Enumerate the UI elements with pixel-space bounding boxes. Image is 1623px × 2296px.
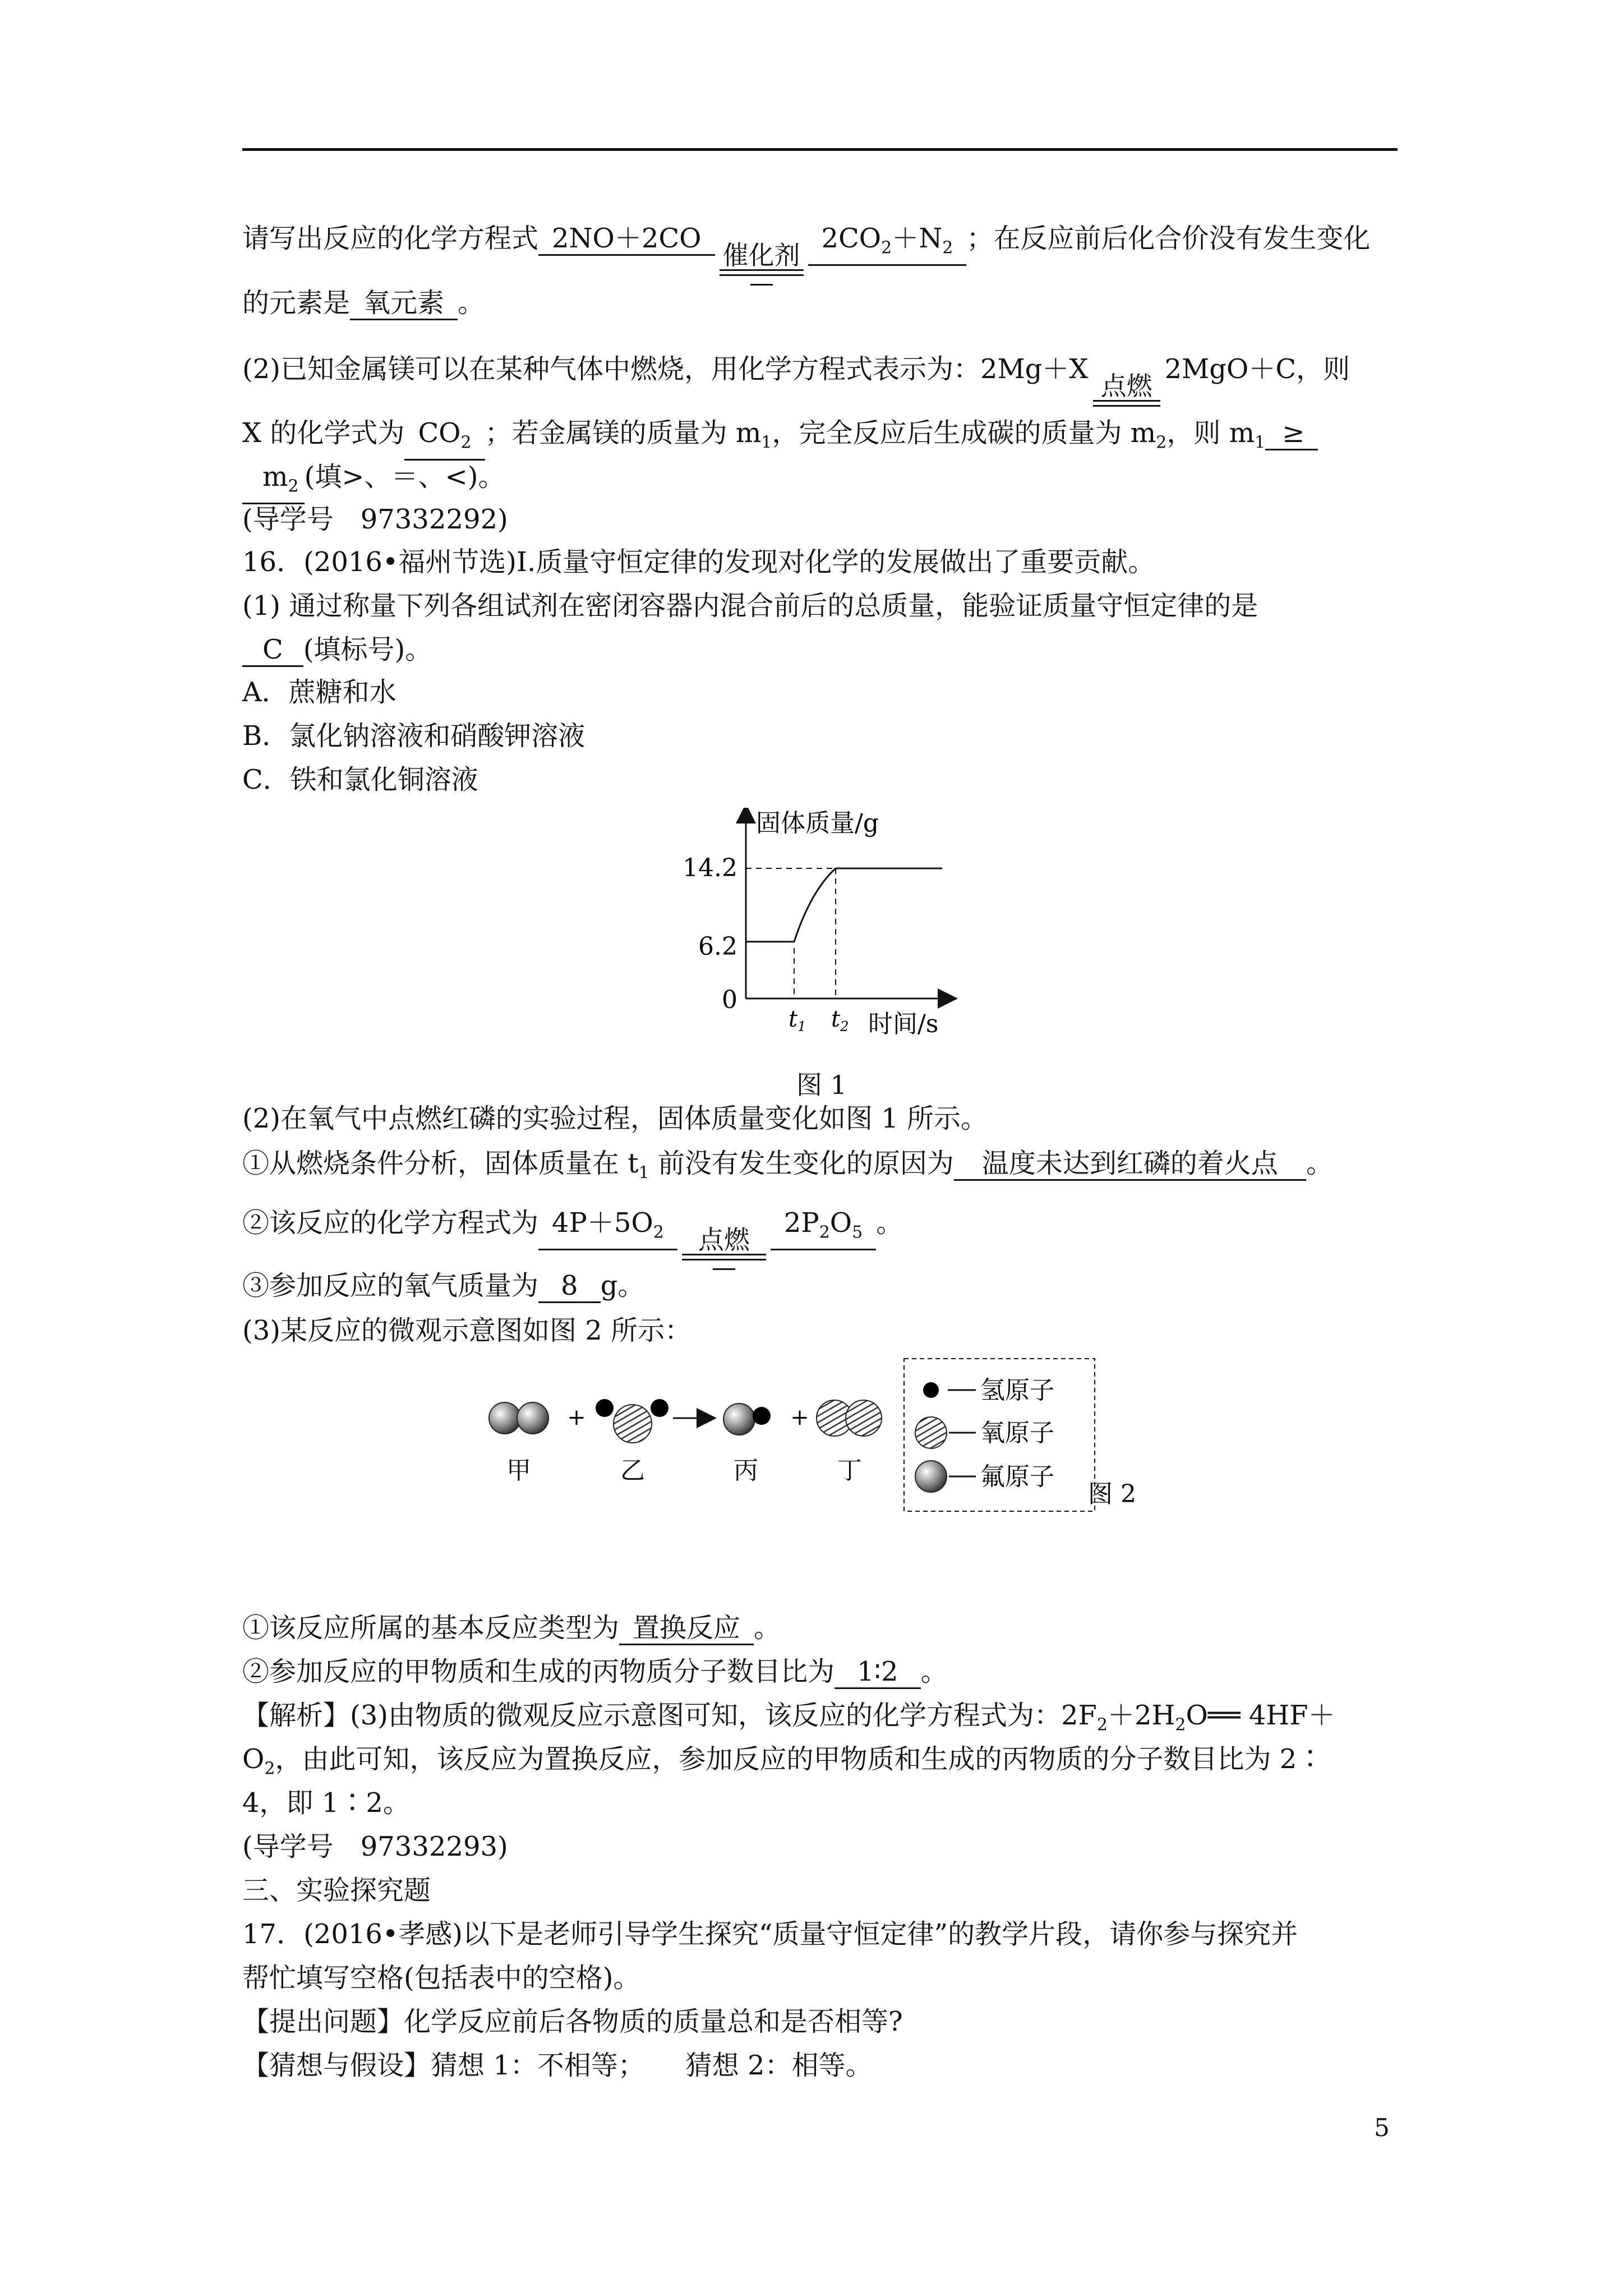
q16-part3: (3)某反应的微观示意图如图 2 所示： (242, 1315, 692, 1346)
ignite-equals-sign: 点燃 (1093, 372, 1160, 407)
figure-2-diagram (482, 1356, 1155, 1513)
xtick-t2: $t_2$ (831, 1006, 849, 1034)
legend-f-label: 氟原子 (980, 1462, 1054, 1491)
section-3-title: 三、实验探究题 (242, 1875, 431, 1906)
ytick-6-2: 6.2 (698, 932, 737, 961)
q17-line-1: 17．(2016•孝感)以下是老师引导学生探究“质量守恒定律”的教学片段，请你参与探究并 (242, 1918, 1298, 1950)
q16-part3-ratio: ②参加反应的甲物质和生成的丙物质分子数目比为 1∶2 。 (242, 1655, 948, 1689)
xtick-t1: $t_1$ (789, 1006, 806, 1034)
q15-mg-line: (2)已知金属镁可以在某种气体中燃烧，用化学方程式表示为：2Mg＋X 点燃 2MgO＋C，则 (242, 352, 1350, 407)
mass-line (746, 868, 942, 942)
q16-part2-reason: ①从燃烧条件分析，固体质量在 $t_1$ 前没有发生变化的原因为 温度未达到红磷的着火点 。 (242, 1148, 1333, 1183)
bing-h-atom (753, 1407, 771, 1425)
x-axis-label: 时间/s (868, 1010, 939, 1038)
catalyst-equals-sign: 催化剂 (720, 241, 804, 286)
q15-formula-line: X 的化学式为 $CO_2$ ；若金属镁的质量为 $m_1$，完全反应后生成碳的质量为 $m_2$，则 $m_1$ ≥ (242, 416, 1318, 461)
bing-f-atom (723, 1404, 755, 1435)
q16-part3-type: ①该反应所属的基本反应类型为 置换反应 。 (242, 1611, 781, 1645)
legend-h-label: 氢原子 (980, 1376, 1054, 1405)
q15-equation-line: 请写出反应的化学方程式 2NO＋2CO 催化剂 $2CO_2+N_2$ ；在反应前后化合价没有发生变化 (242, 222, 1370, 286)
ignite-equals-sign-2: 点燃 (682, 1226, 766, 1270)
jia-f-atom-2 (517, 1402, 548, 1434)
legend-o-label: 氧原子 (980, 1419, 1054, 1447)
yi-o-atom (614, 1405, 652, 1443)
figure-1-chart (662, 808, 976, 1055)
q16-part2: (2)在氧气中点燃红磷的实验过程，固体质量变化如图 1 所示。 (242, 1103, 988, 1134)
q15-fill-line: $m_2$ (填>、＝、<)。 (242, 460, 505, 504)
label-bing: 丙 (734, 1456, 758, 1485)
q17-hypothesis: 【猜想与假设】猜想 1：不相等； 猜想 2：相等。 (242, 2050, 873, 2081)
q16-part2-equation: ②该反应的化学方程式为 $4P+5O_2$ 点燃 $2P_2O_5$ 。 (242, 1206, 903, 1270)
figure-2-caption: 图 2 (1088, 1480, 1136, 1508)
analysis-line-2: $O_2$，由此可知，该反应为置换反应，参加反应的甲物质和生成的丙物质的分子数目比为 2∶ (242, 1743, 1324, 1779)
q16-part2-oxygen: ③参加反应的氧气质量为 8 g。 (242, 1269, 644, 1303)
header-rule (242, 148, 1398, 151)
q17-line-2: 帮忙填写空格(包括表中的空格)。 (242, 1962, 640, 1994)
option-a: A．蔗糖和水 (242, 677, 396, 708)
label-ding: 丁 (837, 1456, 862, 1485)
ding-o-atom-2 (846, 1400, 882, 1436)
ytick-0: 0 (722, 986, 737, 1014)
q16-part1-answer: C (填标号)。 (242, 633, 432, 667)
y-axis-label: 固体质量/g (756, 809, 879, 838)
q15-element-line: 的元素是 氧元素 。 (242, 286, 485, 320)
analysis-line-3: 4，即 1∶2。 (242, 1787, 410, 1819)
plus-2: + (790, 1405, 809, 1430)
q16-part1: (1) 通过称量下列各组试剂在密闭容器内混合前后的总质量，能验证质量守恒定律的是 (242, 590, 1258, 622)
jia-f-atom-1 (489, 1402, 520, 1434)
option-b: B．氯化钠溶液和硝酸钾溶液 (242, 720, 585, 752)
analysis-line-1: 【解析】(3)由物质的微观反应示意图可知，该反应的化学方程式为：$2F_2+2H_2O══$ 4HF＋ (242, 1700, 1335, 1735)
option-c: C．铁和氯化铜溶液 (242, 764, 478, 795)
figure-1-caption: 图 1 (796, 1070, 847, 1100)
yi-h-atom-1 (596, 1399, 614, 1417)
guide-number-2: (导学号 97332293) (242, 1831, 508, 1862)
yi-h-atom-2 (651, 1399, 668, 1417)
legend-o-icon (915, 1417, 947, 1448)
plus-1: + (567, 1405, 586, 1430)
legend-h-icon (923, 1382, 939, 1398)
label-jia: 甲 (506, 1456, 531, 1485)
guide-number-1: (导学号 97332292) (242, 504, 508, 535)
legend-f-icon (915, 1461, 947, 1492)
ytick-14-2: 14.2 (683, 854, 737, 882)
q16-title: 16．(2016•福州节选)Ⅰ.质量守恒定律的发现对化学的发展做出了重要贡献。 (242, 546, 1155, 578)
q17-question: 【提出问题】化学反应前后各物质的质量总和是否相等? (242, 2006, 903, 2037)
label-yi: 乙 (620, 1456, 645, 1485)
page-number: 5 (1374, 2114, 1390, 2142)
